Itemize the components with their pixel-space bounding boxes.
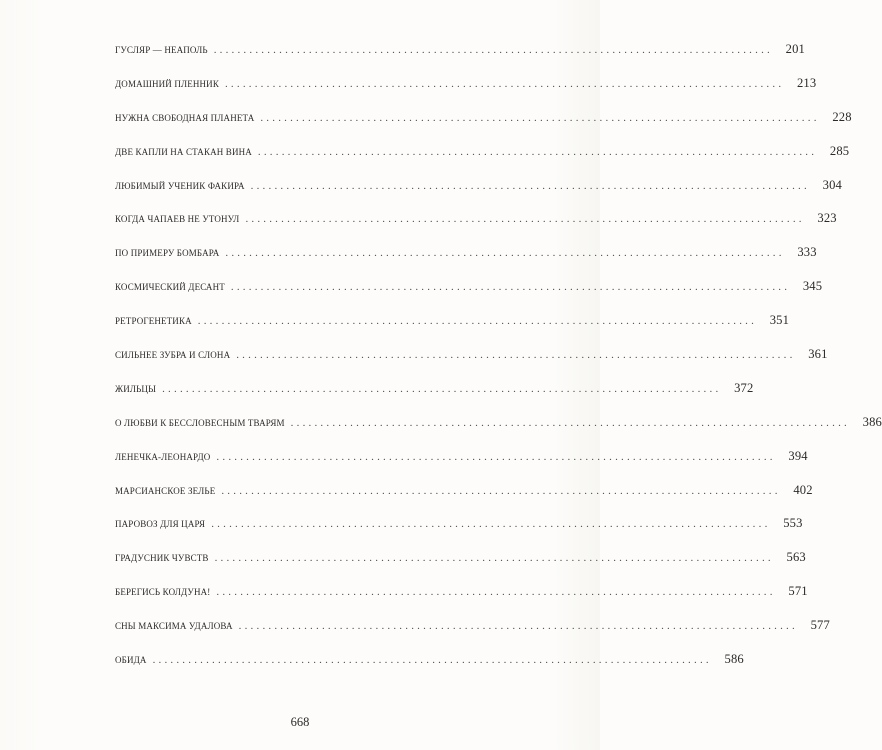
toc-entry-page-number: 213 bbox=[796, 75, 817, 90]
dot-leader: .............................................................................................. bbox=[238, 620, 798, 633]
toc-entry-page-number: 361 bbox=[808, 347, 828, 362]
dot-leader: .............................................................................................. bbox=[250, 179, 810, 192]
dot-leader: .............................................................................................. bbox=[216, 450, 776, 463]
toc-entry bbox=[115, 177, 842, 212]
toc-entry-title: ГУСЛЯР — НЕАПОЛЬ bbox=[115, 42, 208, 56]
toc-entry-page-number: 571 bbox=[788, 584, 808, 599]
dot-leader: .............................................................................................. bbox=[236, 349, 796, 362]
toc-entry-title: ЛЮБИМЫЙ УЧЕНИК ФАКИРА bbox=[115, 177, 245, 192]
toc-entry-page-number: 386 bbox=[862, 414, 882, 429]
toc-entry-title: ЛЕНЕЧКА-ЛЕОНАРДО bbox=[115, 448, 211, 463]
toc-entry-page-number: 323 bbox=[817, 211, 837, 226]
dot-leader: .............................................................................................. bbox=[162, 382, 722, 395]
toc-entry-page-number: 345 bbox=[802, 279, 823, 294]
toc-entry bbox=[115, 414, 882, 449]
toc-entry-page-number: 577 bbox=[810, 618, 830, 633]
toc-entry-page-number: 228 bbox=[832, 109, 852, 124]
toc-entry-page-number: 304 bbox=[822, 177, 842, 192]
dot-leader: .............................................................................................. bbox=[224, 77, 785, 90]
dot-leader: .............................................................................................. bbox=[230, 281, 791, 294]
toc-entry bbox=[115, 482, 813, 517]
toc-entry bbox=[115, 380, 754, 415]
toc-entry-page-number: 553 bbox=[783, 516, 803, 531]
toc-entry bbox=[115, 42, 805, 76]
toc-entry-page-number: 563 bbox=[786, 550, 806, 565]
page-number: 668 bbox=[290, 715, 310, 729]
toc-entry-title: СНЫ МАКСИМА УДАЛОВА bbox=[115, 618, 233, 633]
toc-entry-title: ГРАДУСНИК ЧУВСТВ bbox=[115, 550, 209, 565]
toc-entry-page-number: 333 bbox=[797, 245, 817, 260]
toc-entry bbox=[115, 143, 850, 178]
dot-leader: .............................................................................................. bbox=[260, 111, 820, 124]
toc-entry-title: КОСМИЧЕСКИЙ ДЕСАНТ bbox=[115, 279, 225, 294]
toc-entry bbox=[115, 516, 803, 550]
toc-entry bbox=[115, 347, 828, 381]
dot-leader: .............................................................................................. bbox=[152, 654, 712, 667]
toc-entry-page-number: 372 bbox=[734, 380, 754, 395]
dot-leader: .............................................................................................. bbox=[257, 145, 818, 158]
toc-entry-title: КОГДА ЧАПАЕВ НЕ УТОНУЛ bbox=[115, 211, 240, 226]
toc-entry-title: СИЛЬНЕЕ ЗУБРА И СЛОНА bbox=[115, 347, 231, 362]
dot-leader: .............................................................................................. bbox=[221, 484, 781, 497]
table-of-contents bbox=[115, 42, 882, 686]
toc-entry bbox=[115, 550, 806, 584]
dot-leader: .............................................................................................. bbox=[211, 518, 771, 531]
dot-leader: .............................................................................................. bbox=[197, 315, 758, 328]
toc-entry bbox=[115, 211, 837, 245]
toc-entry-title: ЖИЛЬЦЫ bbox=[115, 380, 157, 395]
toc-entry-page-number: 201 bbox=[785, 42, 805, 56]
toc-entry bbox=[115, 279, 823, 313]
toc-entry bbox=[115, 652, 744, 686]
toc-entry-title: НУЖНА СВОБОДНАЯ ПЛАНЕТА bbox=[115, 109, 255, 124]
dot-leader: .............................................................................................. bbox=[290, 416, 850, 429]
dot-leader: .............................................................................................. bbox=[225, 247, 785, 260]
toc-entry-page-number: 394 bbox=[788, 448, 808, 463]
toc-entry-page-number: 285 bbox=[829, 143, 850, 158]
toc-entry bbox=[115, 618, 830, 652]
toc-entry bbox=[115, 448, 808, 483]
toc-entry-title: ПАРОВОЗ ДЛЯ ЦАРЯ bbox=[115, 516, 206, 531]
toc-entry bbox=[115, 313, 790, 347]
toc-entry bbox=[115, 75, 817, 110]
dot-leader: .............................................................................................. bbox=[213, 44, 773, 56]
toc-entry bbox=[115, 245, 817, 279]
dot-leader: .............................................................................................. bbox=[245, 213, 805, 226]
toc-entry-title: МАРСИАНСКОЕ ЗЕЛЬЕ bbox=[115, 482, 216, 497]
toc-entry-title: ДОМАШНИЙ ПЛЕННИК bbox=[115, 75, 219, 90]
toc-entry bbox=[115, 109, 852, 144]
dot-leader: .............................................................................................. bbox=[216, 586, 776, 599]
toc-entry-title: ПО ПРИМЕРУ БОМБАРА bbox=[115, 245, 220, 260]
toc-entry-title: БЕРЕГИСЬ КОЛДУНА! bbox=[115, 584, 211, 599]
toc-entry-page-number: 586 bbox=[724, 652, 744, 667]
toc-entry-title: ОБИДА bbox=[115, 652, 147, 667]
toc-entry-page-number: 402 bbox=[793, 482, 813, 497]
toc-entry-title: РЕТРОГЕНЕТИКА bbox=[115, 313, 192, 328]
dot-leader: .............................................................................................. bbox=[214, 552, 774, 565]
toc-entry-page-number: 351 bbox=[769, 313, 790, 328]
toc-entry-title: ДВЕ КАПЛИ НА СТАКАН ВИНА bbox=[115, 143, 252, 158]
toc-entry-title: О ЛЮБВИ К БЕССЛОВЕСНЫМ ТВАРЯМ bbox=[115, 414, 285, 429]
toc-entry bbox=[115, 584, 808, 618]
